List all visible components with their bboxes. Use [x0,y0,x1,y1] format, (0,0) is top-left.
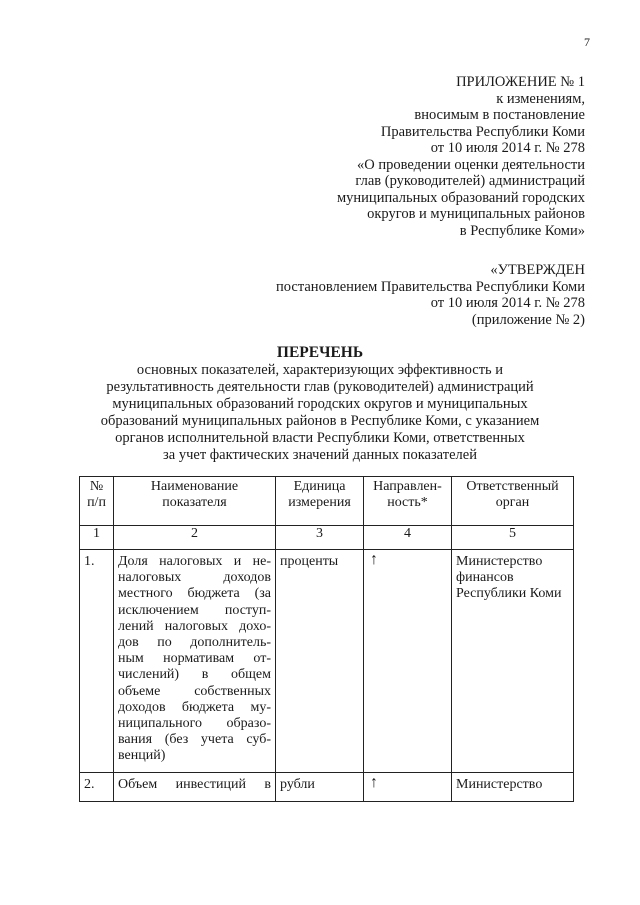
row-responsible-cell [452,550,574,773]
row-name [114,550,275,767]
row-unit: рубли [280,777,315,792]
table-header-row [80,477,574,526]
header-cell-responsible [452,477,574,526]
header-cell-num [80,477,114,526]
approval-line: (приложение № 2) [471,311,585,328]
subtitle-line: образований муниципальных районов в Республике Коми, с указанием [100,413,540,429]
row-name-line: налоговых доходов [118,570,271,586]
header-cell-name [114,477,276,526]
row-name-line: местного бюджета (за [118,586,271,602]
row-name-line: исключением поступ- [118,602,271,618]
row-name-line: числений) в общем [118,667,271,683]
page-number: 7 [584,35,590,49]
row-responsible: Министерство финансов Республики Коми [456,554,562,602]
row-responsible-cell [452,773,574,802]
row-unit-cell [276,773,364,802]
row-name-cell [114,773,276,802]
appendix-line: глав (руководителей) администраций [355,173,585,189]
arrow-up-icon: ↑ [370,774,378,791]
subtitle-line: органов исполнительной власти Республики Коми, ответственных [115,430,525,446]
appendix-line: «О проведении оценки деятельности [357,156,585,173]
row-name-line: доходов бюджета му- [118,699,271,715]
row-num: 1. [84,554,95,569]
column-number: 5 [452,526,574,550]
appendix-line: вносимым в постановление [414,107,585,123]
row-name-line: Доля налоговых и не- [118,554,271,569]
indicators-table [79,476,574,802]
appendix-line: в Республике Коми» [459,222,585,239]
row-name-line: венций) [118,748,166,764]
row-name-line: вания (без учета суб- [118,732,271,748]
approval-line: постановлением Правительства Республики Коми [276,278,585,295]
header-unit: Единица измерения [288,479,351,511]
row-name-line: лений налоговых дохо- [118,618,271,634]
appendix-line: округов и муниципальных районов [367,206,585,222]
table-row [80,773,574,802]
row-responsible: Министерство [456,777,543,792]
subtitle-line: основных показателей, характеризующих эффективность и [136,362,504,378]
appendix-line: муниципальных образований городских [336,189,585,206]
row-unit: проценты [280,554,339,569]
document-title: ПЕРЕЧЕНЬ [276,344,364,361]
subtitle-line: результативность деятельности глав (руководителей) администраций [106,379,534,395]
row-name-line: ным нормативам от- [118,651,271,667]
header-cell-unit [276,477,364,526]
subtitle-line: за учет фактических значений данных показателей [163,447,477,463]
row-direction-cell [364,550,452,773]
row-name [114,773,275,795]
approval-stamp-text [185,262,585,328]
header-name: Наименование показателя [150,479,239,511]
appendix-line: Правительства Республики Коми [380,123,585,140]
row-num-cell [80,773,114,802]
approval-line: «УТВЕРЖДЕН [490,262,585,278]
header-cell-direction [364,477,452,526]
column-number: 3 [276,526,364,550]
appendix-line: к изменениям, [496,90,585,107]
row-direction-cell [364,773,452,802]
subtitle-line: муниципальных образований городских округов и муниципальных [112,396,528,412]
header-responsible: Ответственный орган [466,479,559,511]
row-name-line: объеме собственных [118,683,271,699]
header-direction: Направлен-ность* [373,479,442,511]
row-name-line: ниципального образо- [118,716,271,732]
approval-line: от 10 июля 2014 г. № 278 [430,295,585,311]
appendix-header [185,74,585,239]
arrow-up-icon: ↑ [370,551,378,568]
table-row [80,550,574,773]
row-name-line: дов по дополнитель- [118,635,271,651]
appendix-line: от 10 июля 2014 г. № 278 [430,140,585,156]
column-number-row [80,526,574,550]
column-number: 4 [364,526,452,550]
column-number: 1 [80,526,114,550]
row-num-cell [80,550,114,773]
header-num: № п/п [87,479,106,511]
document-subtitle [0,362,640,464]
row-num: 2. [84,777,95,792]
row-name-line: Объем инвестиций в [118,777,271,792]
appendix-line: ПРИЛОЖЕНИЕ № 1 [456,74,585,90]
column-number: 2 [114,526,276,550]
row-unit-cell [276,550,364,773]
row-name-cell [114,550,276,773]
